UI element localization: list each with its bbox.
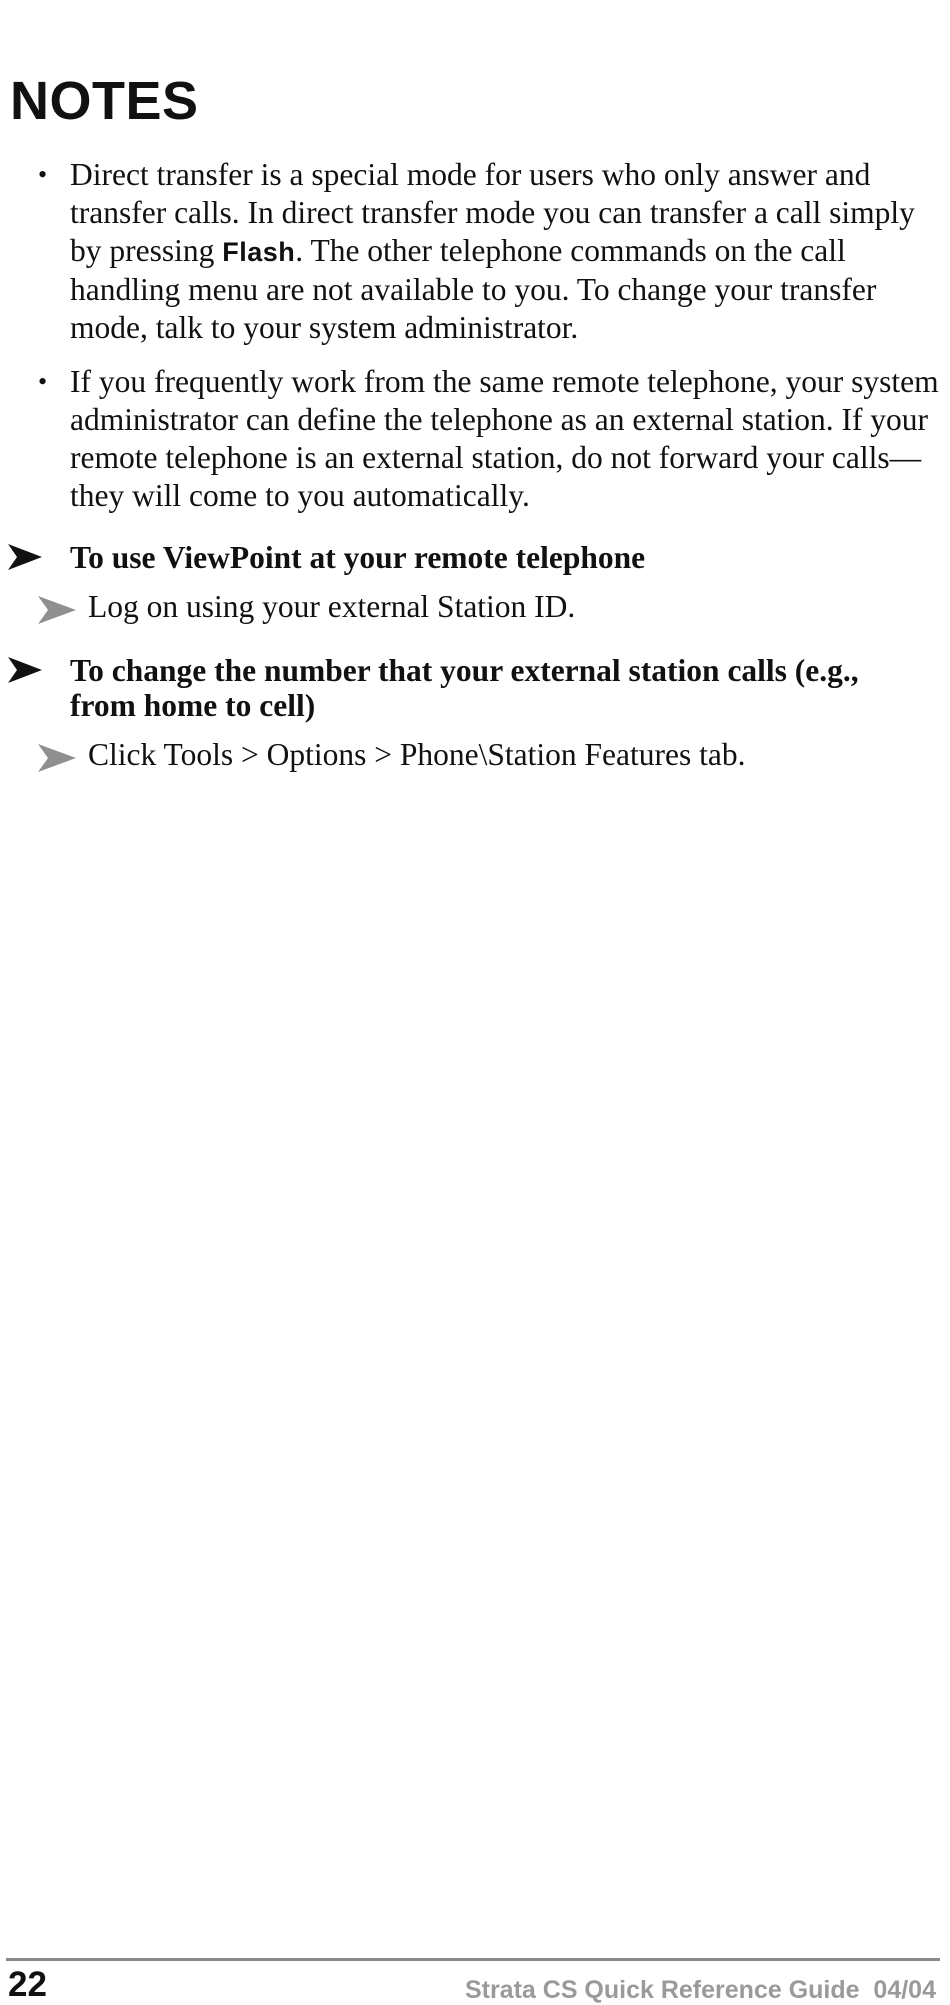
step-text: Log on using your external Station ID.: [88, 589, 576, 624]
procedure-remote-telephone: [0, 540, 950, 626]
page-title: NOTES: [10, 71, 199, 131]
footer-divider: [6, 1958, 940, 1961]
procedure-arrow-icon: [8, 544, 42, 570]
procedure-arrow-icon: [8, 657, 42, 683]
bullet-icon: •: [38, 367, 48, 396]
note-text: If you frequently work from the same remote telephone, your system administrator can define the telephone as an external station. If your remote telephone is an external station, do not forward your calls—they will come to you automatically.: [70, 364, 939, 513]
procedure-change-number: [0, 653, 950, 774]
page-number: 22: [8, 1965, 47, 2004]
procedure-title: To use ViewPoint at your remote telephone: [70, 540, 646, 575]
guide-title: Strata CS Quick Reference Guide 04/04: [464, 1976, 936, 2004]
bullet-icon: •: [38, 160, 48, 189]
procedure-step: [0, 588, 950, 626]
step-arrow-icon: [38, 596, 76, 624]
procedure-step: [0, 736, 950, 774]
note-text-part1: Direct transfer is a special mode for users who only answer and transfer calls. In direct transfer mode you can transfer a call simply by pressing: [70, 157, 915, 268]
procedure-title-block: [0, 653, 950, 723]
note-item-direct-transfer: [0, 156, 950, 347]
step-arrow-icon: [38, 744, 76, 772]
step-text: Click Tools > Options > Phone\Station Features tab.: [88, 737, 746, 772]
flash-key-label: Flash: [222, 237, 296, 267]
notes-list: [0, 156, 950, 531]
procedure-title: To change the number that your external station calls (e.g., from home to cell): [70, 653, 859, 723]
note-item-external-station: [0, 363, 950, 515]
note-text-part2: . The other telephone commands on the call handling menu are not available to you. To change your transfer mode, talk to your system administrator.: [70, 233, 877, 345]
procedure-title-block: [0, 540, 950, 575]
